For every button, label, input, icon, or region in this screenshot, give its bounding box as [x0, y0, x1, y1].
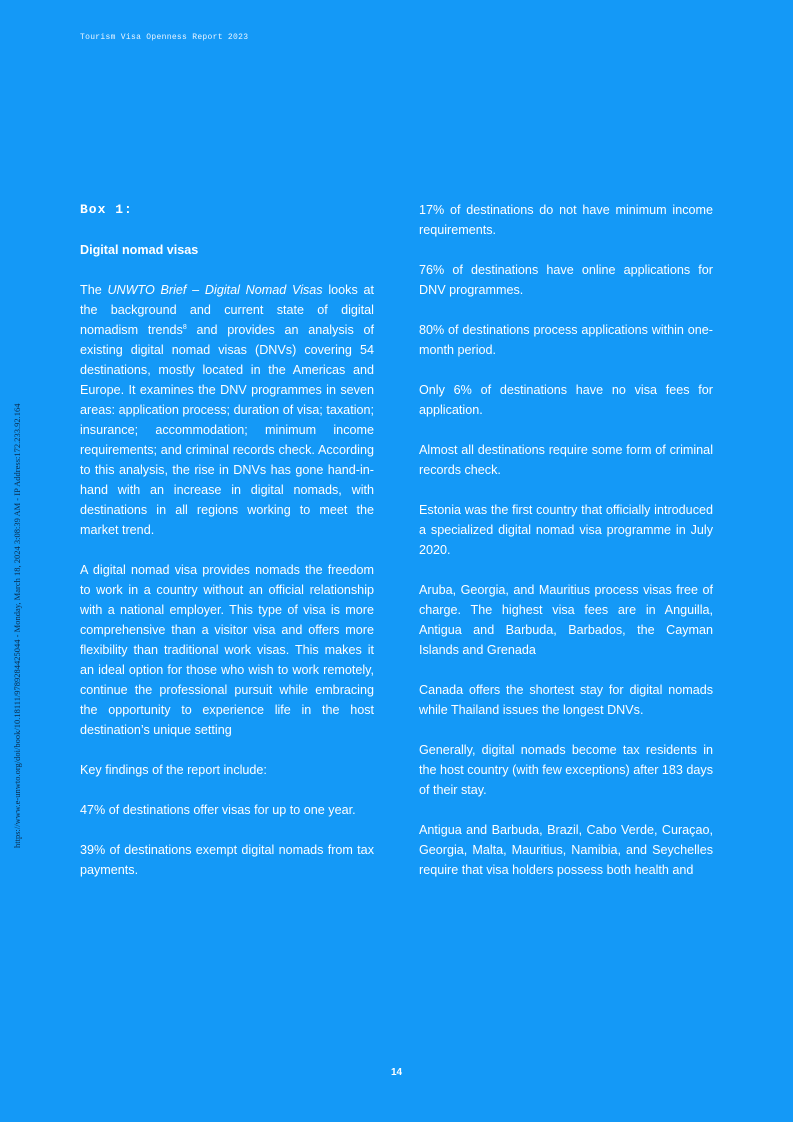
paragraph-dnv-definition: A digital nomad visa provides nomads the freedom to work in a country without an official relationship with a national employer. This type of visa is more comprehensive than a visitor visa and offers more flexibility than traditional work visas. This makes it an ideal option for those who wish to work remotely, continue the professional pursuit while embracing the opportunity to experience life in the host destination’s unique setting [80, 563, 374, 737]
running-header: Tourism Visa Openness Report 2023 [80, 33, 249, 42]
finding-item: 80% of destinations process applications within one-month period. [419, 323, 713, 357]
right-column [419, 200, 713, 880]
finding-item: Antigua and Barbuda, Brazil, Cabo Verde, Curaçao, Georgia, Malta, Mauritius, Namibia, and Seychelles require that visa holders possess both health and [419, 823, 713, 877]
finding-item: Only 6% of destinations have no visa fees for application. [419, 383, 713, 417]
intro-paragraph [80, 280, 374, 540]
finding-item: 47% of destinations offer visas for up to one year. [80, 803, 356, 817]
intro-part2: looks at the background and current state of digital nomadism trends [80, 283, 374, 337]
brief-title: UNWTO Brief – Digital Nomad Visas [107, 283, 323, 297]
finding-item: 17% of destinations do not have minimum income requirements. [419, 203, 713, 237]
finding-item: 76% of destinations have online applications for DNV programmes. [419, 263, 713, 297]
finding-item: Generally, digital nomads become tax residents in the host country (with few exceptions) after 183 days of their stay. [419, 743, 714, 797]
finding-item: Canada offers the shortest stay for digital nomads while Thailand issues the longest DNVs. [419, 683, 713, 717]
finding-item: 39% of destinations exempt digital nomads from tax payments. [80, 843, 374, 877]
page-number: 14 [390, 1067, 403, 1078]
key-findings-intro: Key findings of the report include: [80, 763, 267, 777]
intro-lead: The [80, 283, 108, 297]
intro-part3: and provides an analysis of existing digital nomad visas (DNVs) covering 54 destinations, mostly located in the Americas and Europe. It examines the DNV programmes in seven areas: application process; duration of visa; taxation; insurance; accommodation; minimum income requirements; and criminal records check. According to this analysis, the rise in DNVs has gone hand-in-hand with an increase in digital nomads, with destinations in all regions working to meet the market trend. [80, 323, 374, 537]
left-column [80, 200, 374, 900]
finding-item: Aruba, Georgia, and Mauritius process visas free of charge. The highest visa fees are in Anguilla, Antigua and Barbuda, Barbados, the Cayman Islands and Grenada [419, 583, 713, 657]
finding-item: Almost all destinations require some form of criminal records check. [419, 443, 713, 477]
box-title: Digital nomad visas [80, 243, 199, 257]
footnote-ref: 8 [182, 323, 187, 331]
side-note-url: https://www.e-unwto.org/doi/book/10.18111/9789284425044 - Monday, March 18, 2024 3:08:39 AM - IP Address:172.233.92.164 [12, 403, 22, 848]
finding-item: Estonia was the first country that officially introduced a specialized digital nomad visa programme in July 2020. [419, 503, 713, 557]
box-label: Box 1: [80, 202, 133, 217]
